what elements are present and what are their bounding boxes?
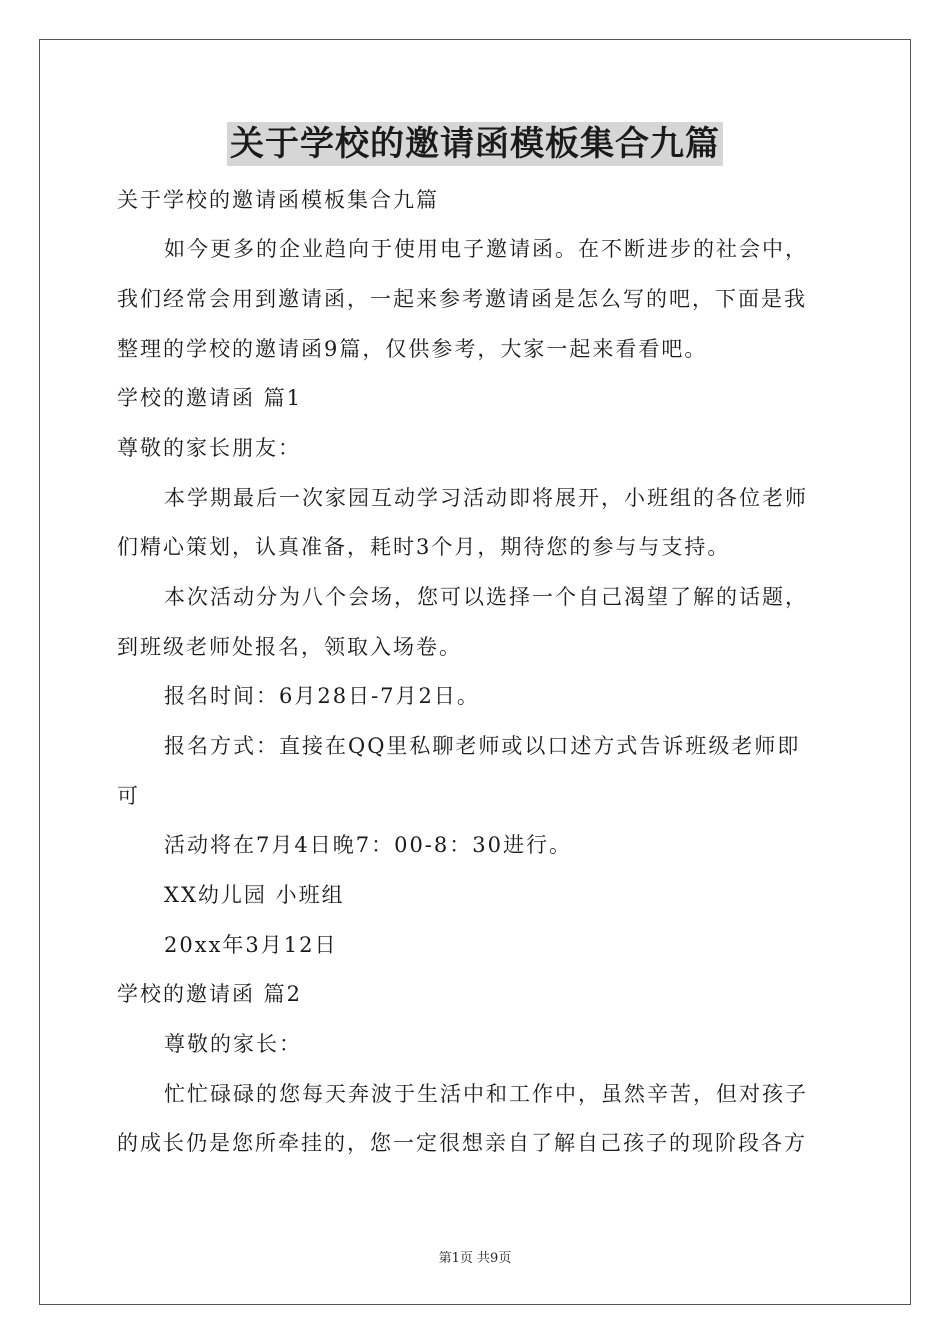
section-heading: 学校的邀请函 篇1 — [117, 386, 303, 410]
paragraph-line: 忙忙碌碌的您每天奔波于生活中和工作中，虽然辛苦，但对孩子 — [164, 1082, 808, 1106]
greeting-line: 尊敬的家长朋友： — [117, 436, 301, 460]
subtitle-line: 关于学校的邀请函模板集合九篇 — [117, 188, 439, 212]
paragraph-line: 整理的学校的邀请函9篇，仅供参考，大家一起来看看吧。 — [117, 337, 708, 361]
paragraph-line: 报名方式：直接在QQ里私聊老师或以口述方式告诉班级老师即 — [164, 734, 801, 758]
paragraph-line: 到班级老师处报名，领取入场卷。 — [117, 635, 462, 659]
paragraph-line: 的成长仍是您所牵挂的，您一定很想亲自了解自己孩子的现阶段各方 — [117, 1131, 807, 1155]
date-line: 20xx年3月12日 — [164, 933, 338, 957]
paragraph-line: 活动将在7月4日晚7：00-8：30进行。 — [164, 833, 572, 857]
signature-line: XX幼儿园 小班组 — [164, 883, 345, 907]
paragraph-line: 可 — [117, 784, 140, 808]
section-heading: 学校的邀请函 篇2 — [117, 982, 303, 1006]
paragraph-line: 我们经常会用到邀请函，一起来参考邀请函是怎么写的吧，下面是我 — [117, 287, 807, 311]
greeting-line: 尊敬的家长： — [164, 1032, 302, 1056]
page-footer: 第1页 共9页 — [438, 1251, 512, 1266]
paragraph-line: 本次活动分为八个会场，您可以选择一个自己渴望了解的话题， — [164, 585, 808, 609]
document-title: 关于学校的邀请函模板集合九篇 — [227, 122, 723, 166]
page-border — [39, 39, 911, 1305]
paragraph-line: 本学期最后一次家园互动学习活动即将展开，小班组的各位老师 — [164, 486, 808, 510]
paragraph-line: 们精心策划，认真准备，耗时3个月，期待您的参与与支持。 — [117, 535, 731, 559]
paragraph-line: 报名时间：6月28日-7月2日。 — [164, 684, 480, 708]
paragraph-line: 如今更多的企业趋向于使用电子邀请函。在不断进步的社会中， — [164, 237, 808, 261]
title-wrap — [0, 122, 950, 166]
